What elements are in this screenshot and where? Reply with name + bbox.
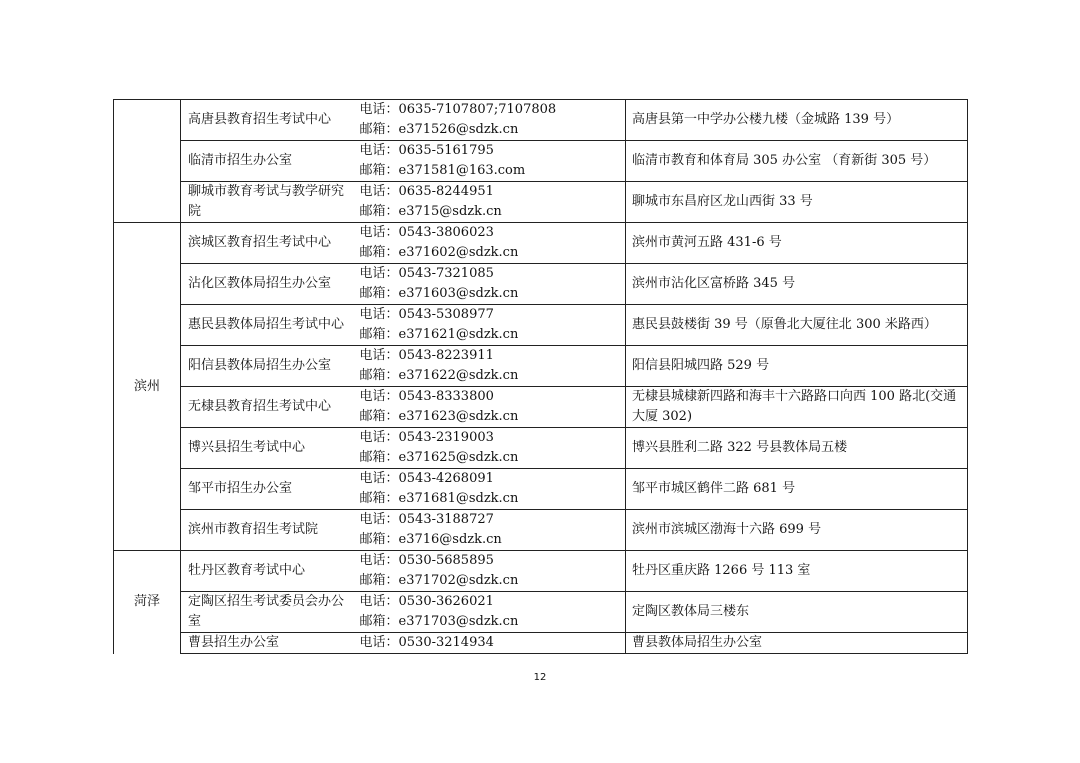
address-cell: 阳信县阳城四路 529 号: [626, 346, 968, 387]
org-name: 高唐县教育招生考试中心: [181, 100, 356, 141]
table-row: [114, 141, 968, 182]
phone-line: [360, 223, 626, 243]
table-row: [114, 387, 968, 428]
city-cell: 菏泽: [114, 551, 181, 654]
email-line: [360, 325, 626, 345]
contact-cell: [356, 428, 626, 469]
email-label: 邮箱：: [359, 204, 399, 219]
phone-label: 电话：: [359, 512, 399, 527]
email-line: [360, 407, 626, 427]
address-cell: 牡丹区重庆路 1266 号 113 室: [626, 551, 968, 592]
email-line: [360, 120, 626, 140]
address-cell: 滨州市黄河五路 431-6 号: [626, 223, 968, 264]
phone-value: 0543-3806023: [398, 225, 494, 240]
contact-cell: [356, 346, 626, 387]
org-name: 邹平市招生办公室: [181, 469, 356, 510]
org-name: 临清市招生办公室: [181, 141, 356, 182]
email-label: 邮箱：: [359, 368, 399, 383]
email-value: e371702@sdzk.cn: [398, 573, 519, 588]
phone-line: [360, 469, 626, 489]
table-row: [114, 592, 968, 633]
email-value: e371621@sdzk.cn: [398, 327, 519, 342]
org-name: 滨城区教育招生考试中心: [181, 223, 356, 264]
email-line: [360, 448, 626, 468]
phone-line: [360, 264, 626, 284]
phone-line: [360, 100, 626, 120]
phone-line: [360, 141, 626, 161]
phone-label: 电话：: [359, 594, 399, 609]
org-name: 阳信县教体局招生办公室: [181, 346, 356, 387]
table-row: [114, 469, 968, 510]
address-cell: 滨州市沾化区富桥路 345 号: [626, 264, 968, 305]
email-value: e371625@sdzk.cn: [398, 450, 519, 465]
address-cell: 博兴县胜利二路 322 号县教体局五楼: [626, 428, 968, 469]
phone-label: 电话：: [359, 471, 399, 486]
contact-cell: [356, 182, 626, 223]
address-cell: 邹平市城区鹤伴二路 681 号: [626, 469, 968, 510]
contact-cell: [356, 633, 626, 654]
phone-value: 0543-7321085: [398, 266, 494, 281]
email-label: 邮箱：: [359, 245, 399, 260]
phone-line: [360, 510, 626, 530]
phone-line: [360, 633, 626, 653]
email-value: e371602@sdzk.cn: [398, 245, 519, 260]
phone-label: 电话：: [359, 102, 399, 117]
phone-label: 电话：: [359, 266, 399, 281]
phone-line: [360, 551, 626, 571]
phone-value: 0635-7107807;7107808: [398, 102, 557, 117]
email-line: [360, 284, 626, 304]
address-cell: 定陶区教体局三楼东: [626, 592, 968, 633]
phone-label: 电话：: [359, 553, 399, 568]
table-row: [114, 100, 968, 141]
table-row: [114, 305, 968, 346]
email-value: e3715@sdzk.cn: [398, 204, 502, 219]
org-name: 惠民县教体局招生考试中心: [181, 305, 356, 346]
address-cell: 惠民县鼓楼街 39 号（原鲁北大厦往北 300 米路西）: [626, 305, 968, 346]
table-row: [114, 510, 968, 551]
table-row: [114, 346, 968, 387]
contact-cell: [356, 141, 626, 182]
phone-label: 电话：: [359, 635, 399, 650]
email-line: [360, 366, 626, 386]
address-cell: 滨州市滨城区渤海十六路 699 号: [626, 510, 968, 551]
table-row: [114, 223, 968, 264]
table-row: [114, 428, 968, 469]
email-value: e371526@sdzk.cn: [398, 122, 519, 137]
table-row: [114, 633, 968, 654]
phone-label: 电话：: [359, 389, 399, 404]
phone-label: 电话：: [359, 430, 399, 445]
org-name: 沾化区教体局招生办公室: [181, 264, 356, 305]
phone-value: 0530-3626021: [398, 594, 494, 609]
email-line: [360, 489, 626, 509]
email-value: e371603@sdzk.cn: [398, 286, 519, 301]
address-cell: 高唐县第一中学办公楼九楼（金城路 139 号）: [626, 100, 968, 141]
email-label: 邮箱：: [359, 573, 399, 588]
phone-label: 电话：: [359, 184, 399, 199]
email-line: [360, 202, 626, 222]
email-value: e3716@sdzk.cn: [398, 532, 502, 547]
phone-line: [360, 387, 626, 407]
address-cell: 无棣县城棣新四路和海丰十六路路口向西 100 路北(交通大厦 302): [626, 387, 968, 428]
table-row: [114, 551, 968, 592]
email-line: [360, 612, 626, 632]
org-name: 牡丹区教育考试中心: [181, 551, 356, 592]
contact-cell: [356, 510, 626, 551]
phone-line: [360, 346, 626, 366]
email-label: 邮箱：: [359, 491, 399, 506]
email-label: 邮箱：: [359, 327, 399, 342]
phone-label: 电话：: [359, 143, 399, 158]
contact-cell: [356, 100, 626, 141]
contact-table: [113, 99, 968, 654]
org-name: 聊城市教育考试与教学研究院: [181, 182, 356, 223]
city-cell: [114, 100, 181, 223]
email-value: e371622@sdzk.cn: [398, 368, 519, 383]
phone-value: 0635-5161795: [398, 143, 494, 158]
email-label: 邮箱：: [359, 409, 399, 424]
address-cell: 临清市教育和体育局 305 办公室 （育新街 305 号）: [626, 141, 968, 182]
contact-cell: [356, 551, 626, 592]
phone-value: 0543-2319003: [398, 430, 494, 445]
phone-value: 0543-8223911: [398, 348, 494, 363]
address-cell: 聊城市东昌府区龙山西街 33 号: [626, 182, 968, 223]
phone-line: [360, 182, 626, 202]
phone-value: 0543-4268091: [398, 471, 494, 486]
phone-label: 电话：: [359, 225, 399, 240]
email-label: 邮箱：: [359, 450, 399, 465]
email-line: [360, 530, 626, 550]
email-line: [360, 243, 626, 263]
email-label: 邮箱：: [359, 286, 399, 301]
contact-cell: [356, 305, 626, 346]
email-value: e371623@sdzk.cn: [398, 409, 519, 424]
phone-label: 电话：: [359, 307, 399, 322]
email-value: e371681@sdzk.cn: [398, 491, 519, 506]
email-line: [360, 571, 626, 591]
contact-cell: [356, 223, 626, 264]
contact-cell: [356, 264, 626, 305]
org-name: 定陶区招生考试委员会办公室: [181, 592, 356, 633]
page-number: 12: [533, 672, 547, 683]
phone-value: 0543-5308977: [398, 307, 494, 322]
table-row: [114, 182, 968, 223]
phone-value: 0530-3214934: [398, 635, 494, 650]
org-name: 无棣县教育招生考试中心: [181, 387, 356, 428]
phone-value: 0530-5685895: [398, 553, 494, 568]
contact-cell: [356, 469, 626, 510]
phone-line: [360, 305, 626, 325]
email-label: 邮箱：: [359, 163, 399, 178]
org-name: 滨州市教育招生考试院: [181, 510, 356, 551]
phone-label: 电话：: [359, 348, 399, 363]
phone-line: [360, 428, 626, 448]
phone-value: 0543-8333800: [398, 389, 494, 404]
phone-value: 0543-3188727: [398, 512, 494, 527]
phone-value: 0635-8244951: [398, 184, 494, 199]
org-name: 曹县招生办公室: [181, 633, 356, 654]
email-line: [360, 161, 626, 181]
email-label: 邮箱：: [359, 122, 399, 137]
email-label: 邮箱：: [359, 532, 399, 547]
email-label: 邮箱：: [359, 614, 399, 629]
table-row: [114, 264, 968, 305]
city-cell: 滨州: [114, 223, 181, 551]
email-value: e371703@sdzk.cn: [398, 614, 519, 629]
contact-cell: [356, 387, 626, 428]
address-cell: 曹县教体局招生办公室: [626, 633, 968, 654]
org-name: 博兴县招生考试中心: [181, 428, 356, 469]
email-value: e371581@163.com: [398, 163, 526, 178]
phone-line: [360, 592, 626, 612]
contact-cell: [356, 592, 626, 633]
